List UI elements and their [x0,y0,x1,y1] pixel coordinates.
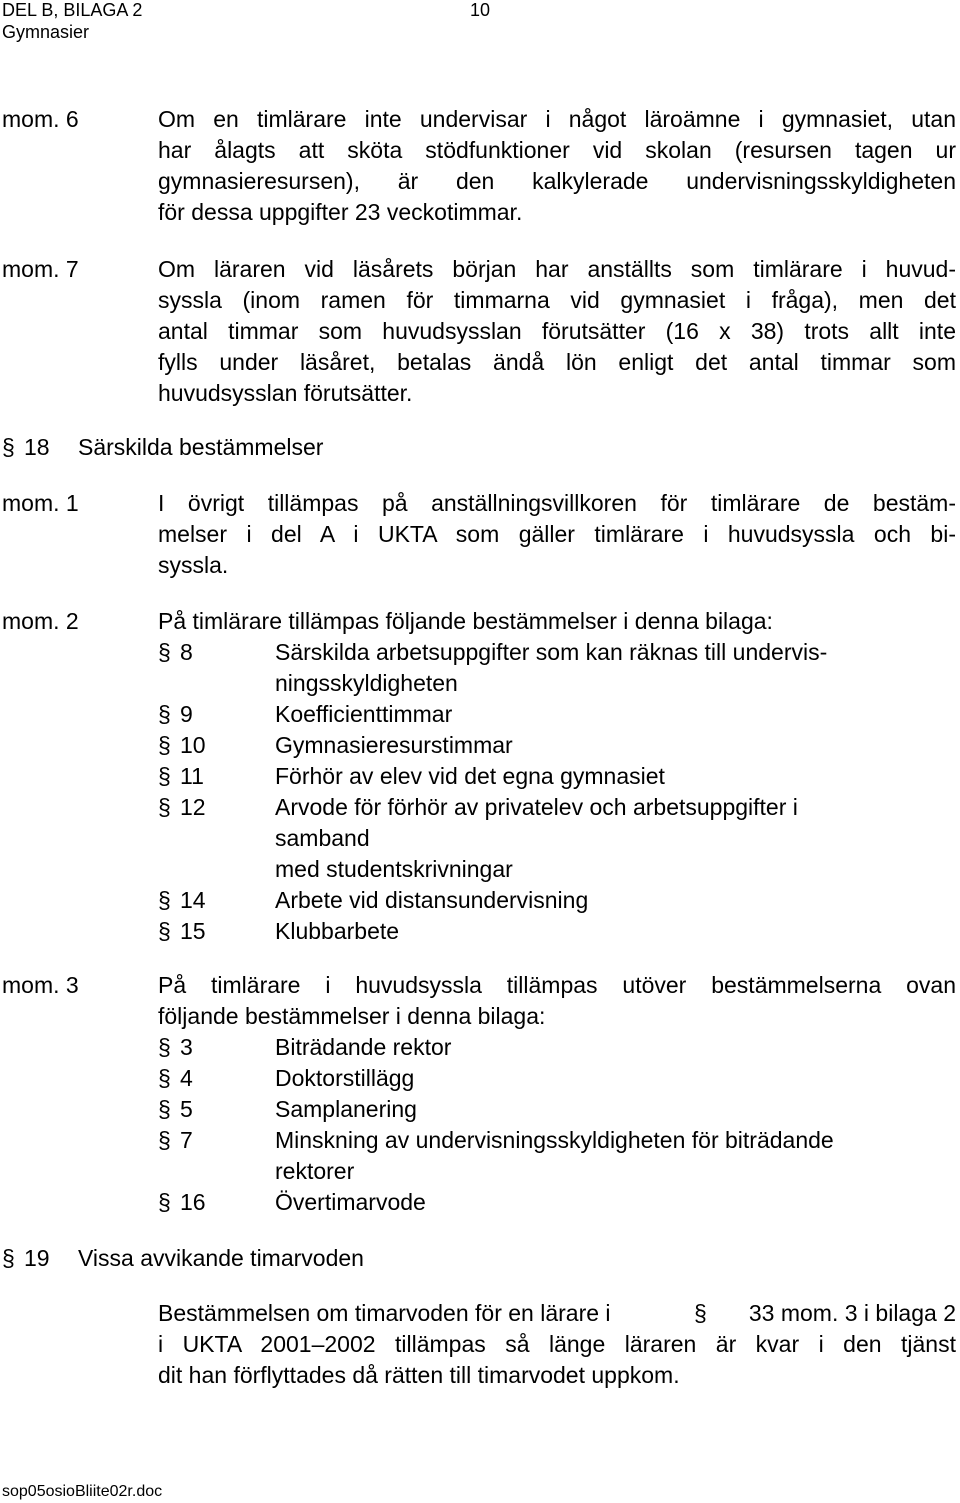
mom6-line: Om en timlärare inte undervisar i något läroämne i gymnasiet, utan [158,106,956,132]
section-symbol: § [158,1065,171,1091]
section-title: Särskilda bestämmelser [78,434,324,460]
s18-mom3-intro [158,970,956,1032]
section-19-text: Bestämmelsen om timarvoden för en lärare i [158,1300,611,1326]
section-symbol: § [158,1034,171,1060]
reference-number: 10 [180,732,206,758]
mom7-line: syssla (inom ramen för timmarna vid gymnasiet i fråga), men det [158,287,956,313]
reference-number: 4 [180,1065,193,1091]
reference-text: med studentskrivningar [275,856,513,882]
reference-text: Doktorstillägg [275,1065,415,1091]
s18-mom1-line: melser i del A i UKTA som gäller timlärare i huvudsyssla och bi- [158,521,956,547]
reference-text: Klubbarbete [275,918,400,944]
section-symbol: § [158,763,171,789]
header-title: DEL B, BILAGA 2 [2,0,143,20]
section-number: 18 [24,434,50,460]
reference-number: 15 [180,918,206,944]
reference-number: 12 [180,794,206,820]
section-19-paragraph [158,1298,956,1391]
section-number: 19 [24,1245,50,1271]
reference-number: 7 [180,1127,193,1153]
section-18-heading [2,432,324,463]
section-symbol: § [158,732,171,758]
section-19-line [158,1298,956,1329]
reference-number: 16 [180,1189,206,1215]
mom7-paragraph [158,254,956,409]
reference-text: Biträdande rektor [275,1034,452,1060]
reference-number: 5 [180,1096,193,1122]
section-symbol: § [2,1245,15,1271]
reference-number: 14 [180,887,206,913]
reference-text: Arvode för förhör av privatelev och arbetsuppgifter i [275,794,798,820]
mom7-line: fylls under läsåret, betalas ändå lön enligt det antal timmar som [158,349,956,375]
section-19-line: dit han förflyttades då rätten till timarvodet uppkom. [158,1362,680,1388]
section-symbol: § [158,1189,171,1215]
reference-text: Övertimarvode [275,1189,426,1215]
footer-filename: sop05osioBliite02r.doc [2,1483,163,1500]
reference-text: rektorer [275,1158,355,1184]
section-symbol: § [158,794,171,820]
reference-number: 8 [180,639,193,665]
s18-mom1-label: mom. 1 [2,490,79,516]
mom6-line: för dessa uppgifter 23 veckotimmar. [158,199,523,225]
section-symbol: § [158,701,171,727]
section-symbol: § [158,918,171,944]
section-symbol: § [158,1096,171,1122]
mom6-line: har ålagts att sköta stödfunktioner vid skolan (resursen tagen ur [158,137,956,163]
s18-mom1-line: I övrigt tillämpas på anställningsvillkoren för timlärare de bestäm- [158,490,956,516]
s18-mom1-paragraph [158,488,956,581]
reference-text: Särskilda arbetsuppgifter som kan räknas till undervis- [275,639,828,665]
s18-mom2-label: mom. 2 [2,608,79,634]
section-symbol: § [158,639,171,665]
reference-text: Förhör av elev vid det egna gymnasiet [275,763,665,789]
reference-text: Gymnasieresurstimmar [275,732,513,758]
section-19-text: 33 mom. 3 i bilaga 2 [748,1300,956,1326]
s18-mom3-line: följande bestämmelser i denna bilaga: [158,1003,546,1029]
section-19-line: i UKTA 2001–2002 tillämpas så länge läraren är kvar i den tjänst [158,1331,956,1357]
reference-text: Koefficienttimmar [275,701,453,727]
section-symbol: § [694,1300,707,1326]
mom7-line: antal timmar som huvudsysslan förutsätter (16 x 38) trots allt inte [158,318,956,344]
section-symbol: § [158,1127,171,1153]
reference-text: Arbete vid distansundervisning [275,887,589,913]
section-title: Vissa avvikande timarvoden [78,1245,364,1271]
header-subtitle: Gymnasier [2,22,90,42]
reference-number: 3 [180,1034,193,1060]
s18-mom1-line: syssla. [158,552,229,578]
reference-text: Samplanering [275,1096,417,1122]
mom7-label: mom. 7 [2,256,79,282]
reference-number: 9 [180,701,193,727]
s18-mom3-label: mom. 3 [2,972,79,998]
mom6-label: mom. 6 [2,106,79,132]
reference-number: 11 [180,763,204,789]
s18-mom3-line: På timlärare i huvudsyssla tillämpas utöver bestämmelserna ovan [158,972,956,998]
page-number: 10 [470,0,491,20]
reference-text: samband [275,825,370,851]
mom7-line: Om läraren vid läsårets början har anställts som timlärare i huvud- [158,256,956,282]
mom7-line: huvudsysslan förutsätter. [158,380,413,406]
section-symbol: § [158,887,171,913]
section-19-heading [2,1243,364,1274]
mom6-line: gymnasieresursen), är den kalkylerade undervisningsskyldigheten [158,168,956,194]
mom6-paragraph [158,104,956,228]
reference-text: ningsskyldigheten [275,670,458,696]
s18-mom2-intro: På timlärare tillämpas följande bestämmelser i denna bilaga: [158,608,773,634]
reference-text: Minskning av undervisningsskyldigheten för biträdande [275,1127,834,1153]
section-symbol: § [2,434,15,460]
